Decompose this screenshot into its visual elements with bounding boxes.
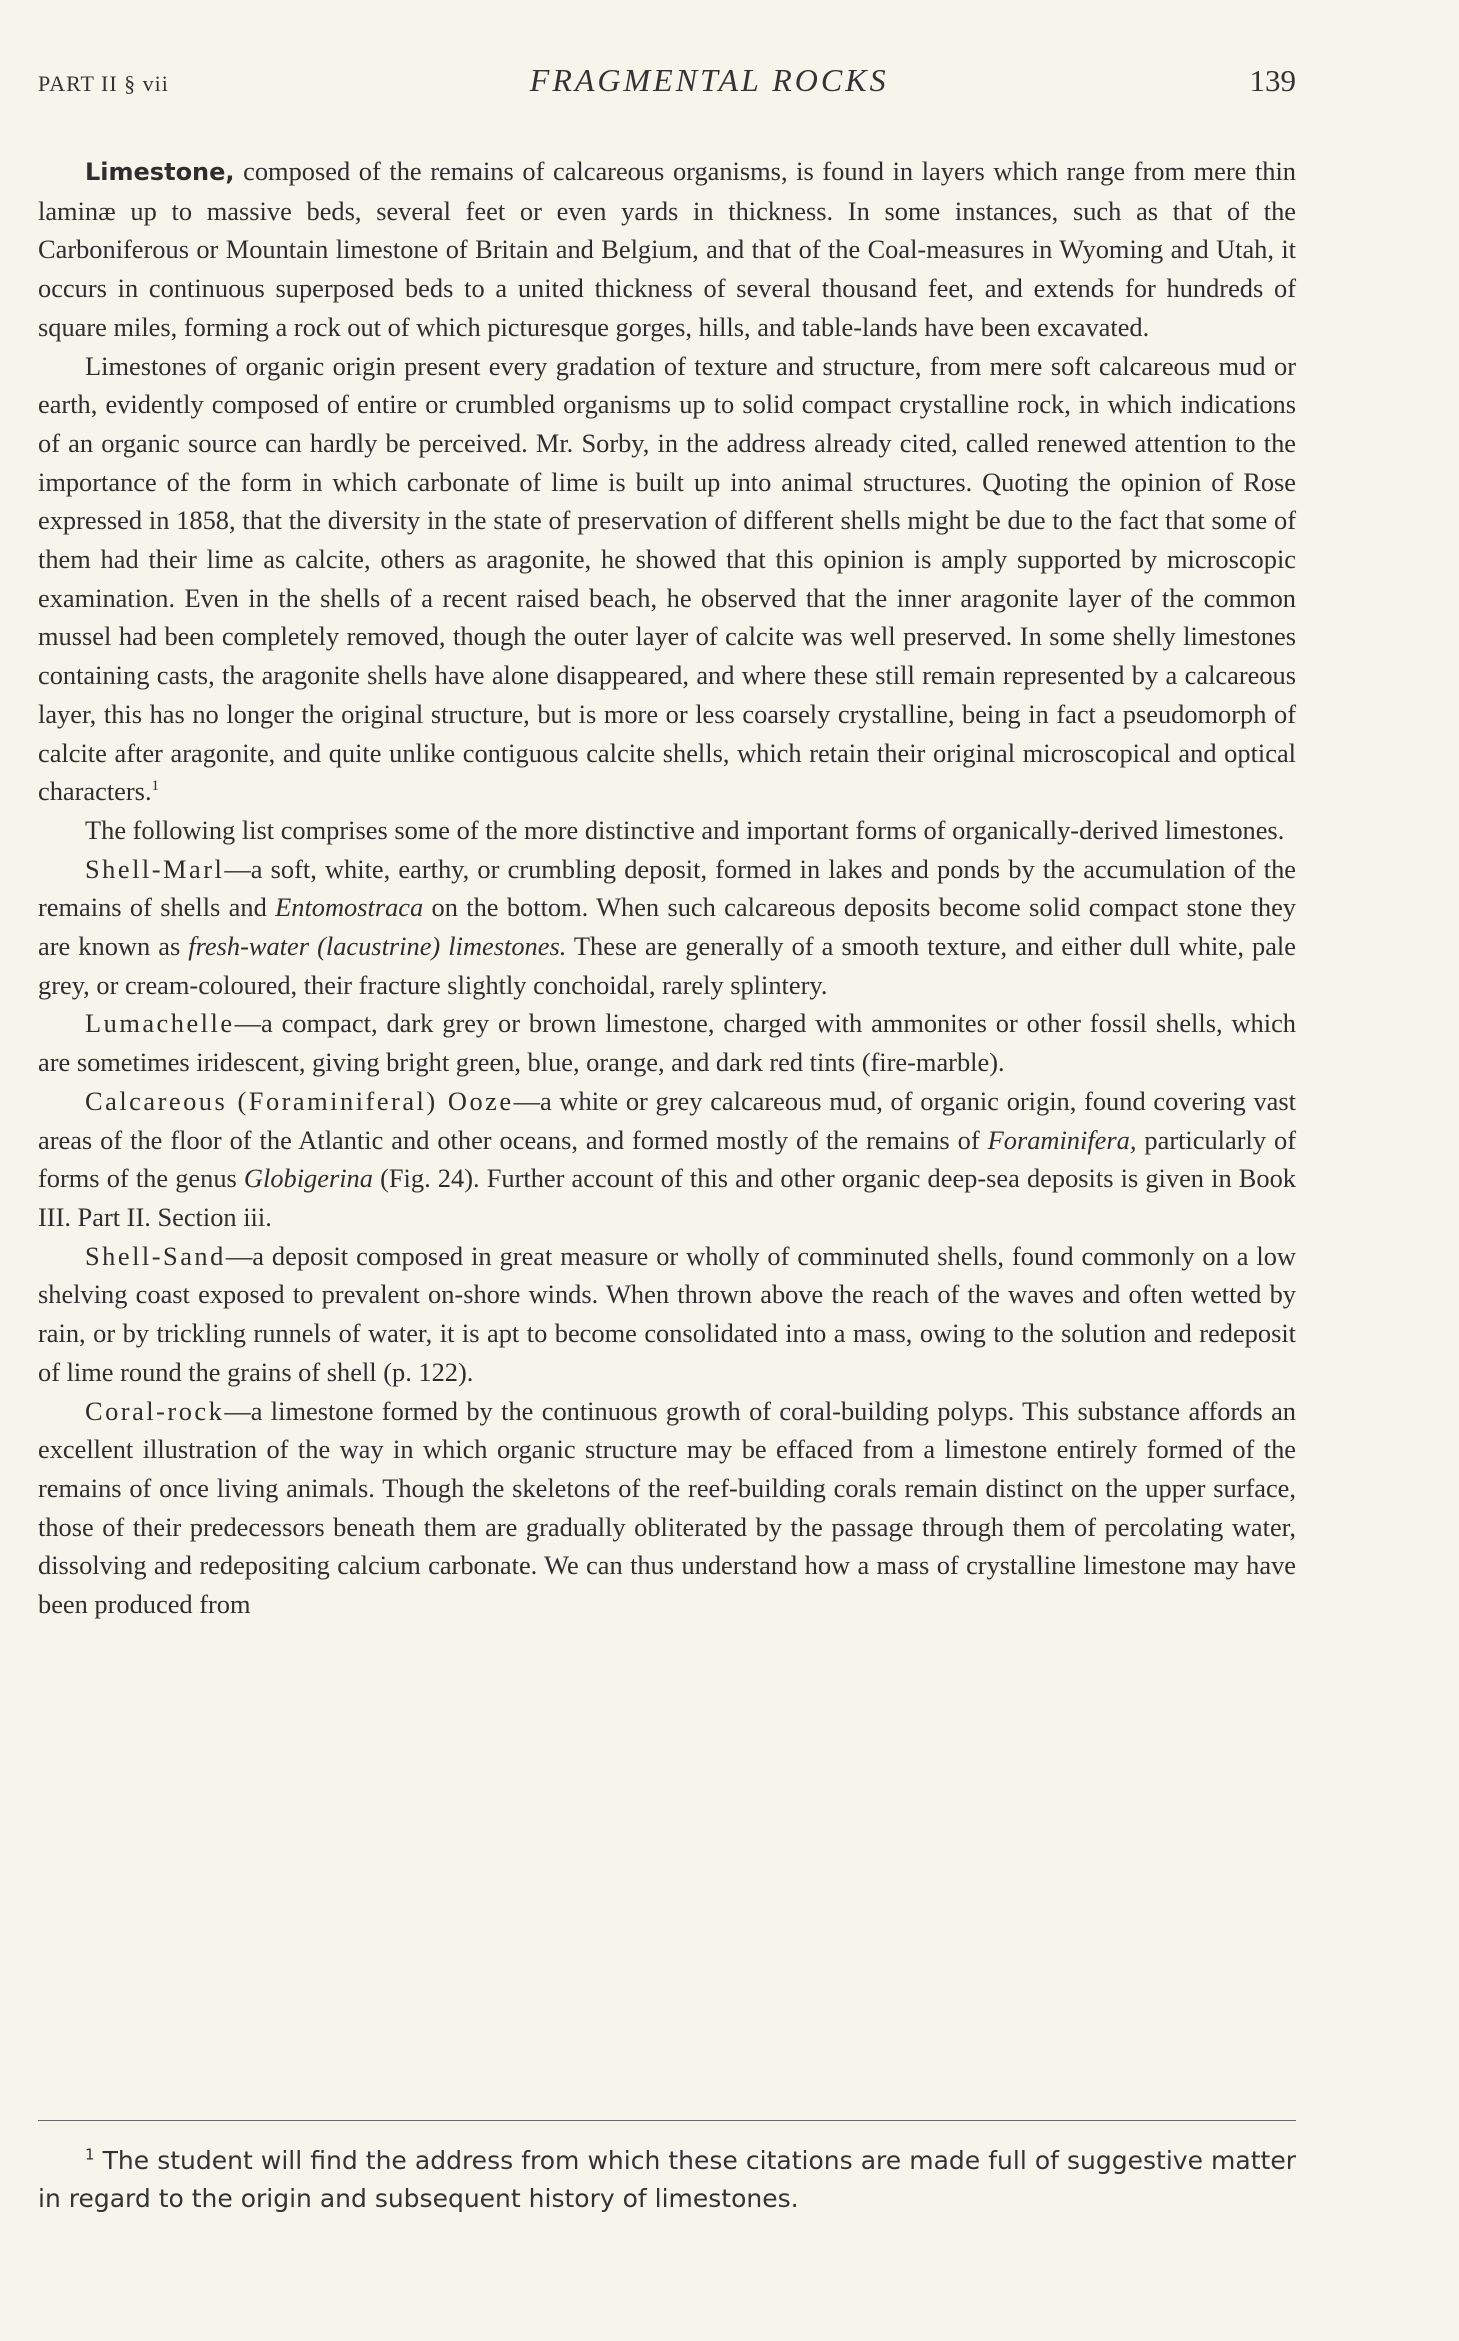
page-number: 139 xyxy=(1249,63,1296,98)
body-text xyxy=(38,152,1296,1624)
paragraph-text: —a deposit composed in great measure or wholly of comminuted shells, found commonly on a low shelving coast exposed to prevalent on-shore winds. When thrown above the reach of the waves and often wetted by rain, or by trickling runnels of water, it is apt to become consolidated into a mass, owing to the solution and redeposit of lime round the grains of shell (p. 122). xyxy=(38,1240,1296,1387)
term-calcareous-ooze: Calcareous (Foraminiferal) Ooze xyxy=(85,1085,514,1116)
paragraph-text: (Fig. 24). Further account of this and other organic deep-sea deposits is given in Book III. Part II. Section iii. xyxy=(38,1163,1296,1232)
paragraph-list-intro xyxy=(38,811,1296,850)
paragraph-lumachelle xyxy=(38,1004,1296,1081)
italic-foraminifera: Foraminifera, xyxy=(987,1124,1137,1155)
paragraph-text: composed of the remains of calcareous organisms, is found in layers which range from mere thin laminæ up to massive beds, several feet or even yards in thickness. In some instances, such as that of the Carboniferous or Mountain limestone of Britain and Belgium, and that of the Coal-measures in Wyoming and Utah, it occurs in continuous superposed beds to a united thickness of several thousand feet, and extends for hundreds of square miles, forming a rock out of which picturesque gorges, hills, and table-lands have been excavated. xyxy=(38,156,1296,342)
paragraph-text: —a white or grey calcareous mud, of organic origin, found covering vast areas of the floor of the Atlantic and other oceans, and formed mostly of the remains of xyxy=(38,1085,1296,1155)
paragraph-shell-sand xyxy=(38,1237,1296,1392)
paragraph-limestone xyxy=(38,152,1296,347)
footnote-text: The student will find the address from which these citations are made full of suggestive matter in regard to the origin and subsequent history of limestones. xyxy=(38,2146,1296,2213)
footnote-reference[interactable]: 1 xyxy=(151,778,160,795)
paragraph-calcareous-ooze xyxy=(38,1082,1296,1237)
paragraph-shell-marl xyxy=(38,850,1296,1005)
term-lumachelle: Lumachelle xyxy=(85,1008,235,1039)
paragraph-text: —a compact, dark grey or brown limestone, charged with ammonites or other fossil shells, which are sometimes iridescent, giving bright green, blue, orange, and dark red tints (fire-marble). xyxy=(38,1008,1296,1078)
paragraph-coral-rock xyxy=(38,1392,1296,1624)
term-shell-marl: Shell-Marl xyxy=(85,853,225,884)
paragraph-text: —a soft, white, earthy, or crumbling deposit, formed in lakes and ponds by the accumulation of the remains of shells and xyxy=(38,853,1296,923)
term-coral-rock: Coral-rock xyxy=(85,1395,225,1426)
italic-entomostraca: Entomostraca xyxy=(275,892,424,923)
paragraph-text: —a limestone formed by the continuous growth of coral-building polyps. This substance affords an excellent illustration of the way in which organic structure may be effaced from a limestone entirely formed of the remains of once living animals. Though the skeletons of the reef-building corals remain distinct on the upper surface, those of their predecessors beneath them are gradually obliterated by the passage through them of percolating water, dissolving and redepositing calcium carbonate. We can thus understand how a mass of crystalline limestone may have been produced from xyxy=(38,1395,1296,1620)
paragraph-text: on the bottom. When such calcareous deposits become solid compact stone they are known as xyxy=(38,892,1297,962)
header-part-section: PART II § vii xyxy=(38,71,169,96)
footnote-divider xyxy=(38,2120,1296,2121)
paragraph-text: These are generally of a smooth texture, and either dull white, pale grey, or cream-coloured, their fracture slightly conchoidal, rarely splintery. xyxy=(38,931,1296,1000)
italic-globigerina: Globigerina xyxy=(243,1163,373,1194)
header-chapter-title: FRAGMENTAL ROCKS xyxy=(529,62,889,98)
italic-fresh-water-limestones: fresh-water (lacustrine) limestones. xyxy=(188,931,567,962)
footnote-paragraph xyxy=(38,2142,1296,2218)
footnote-mark: 1 xyxy=(85,2145,95,2164)
term-limestone: Limestone, xyxy=(85,158,235,186)
footnote xyxy=(38,2142,1296,2218)
paragraph-organic-origin xyxy=(38,347,1296,811)
paragraph-text: Limestones of organic origin present every gradation of texture and structure, from mere soft calcareous mud or earth, evidently composed of entire or crumbled organisms up to solid compact crystalline rock, in which indications of an organic source can hardly be perceived. Mr. Sorby, in the address already cited, called renewed attention to the importance of the form in which carbonate of lime is built up into animal structures. Quoting the opinion of Rose expressed in 1858, that the diversity in the state of preservation of different shells might be due to the fact that some of them had their lime as calcite, others as aragonite, he showed that this opinion is amply supported by microscopic examination. Even in the shells of a recent raised beach, he observed that the inner aragonite layer of the common mussel had been completely removed, though the outer layer of calcite was well preserved. In some shelly limestones containing casts, the aragonite shells have alone disappeared, and where these still remain represented by a calcareous layer, this has no longer the original structure, but is more or less coarsely crystalline, being in fact a pseudomorph of calcite after aragonite, and quite unlike contiguous calcite shells, which retain their original microscopical and optical characters. xyxy=(38,350,1296,807)
paragraph-text: The following list comprises some of the more distinctive and important forms of organically-derived limestones. xyxy=(85,814,1285,845)
term-shell-sand: Shell-Sand xyxy=(85,1240,226,1271)
running-head xyxy=(38,62,1296,110)
paragraph-text: particularly of forms of the genus xyxy=(38,1124,1296,1194)
